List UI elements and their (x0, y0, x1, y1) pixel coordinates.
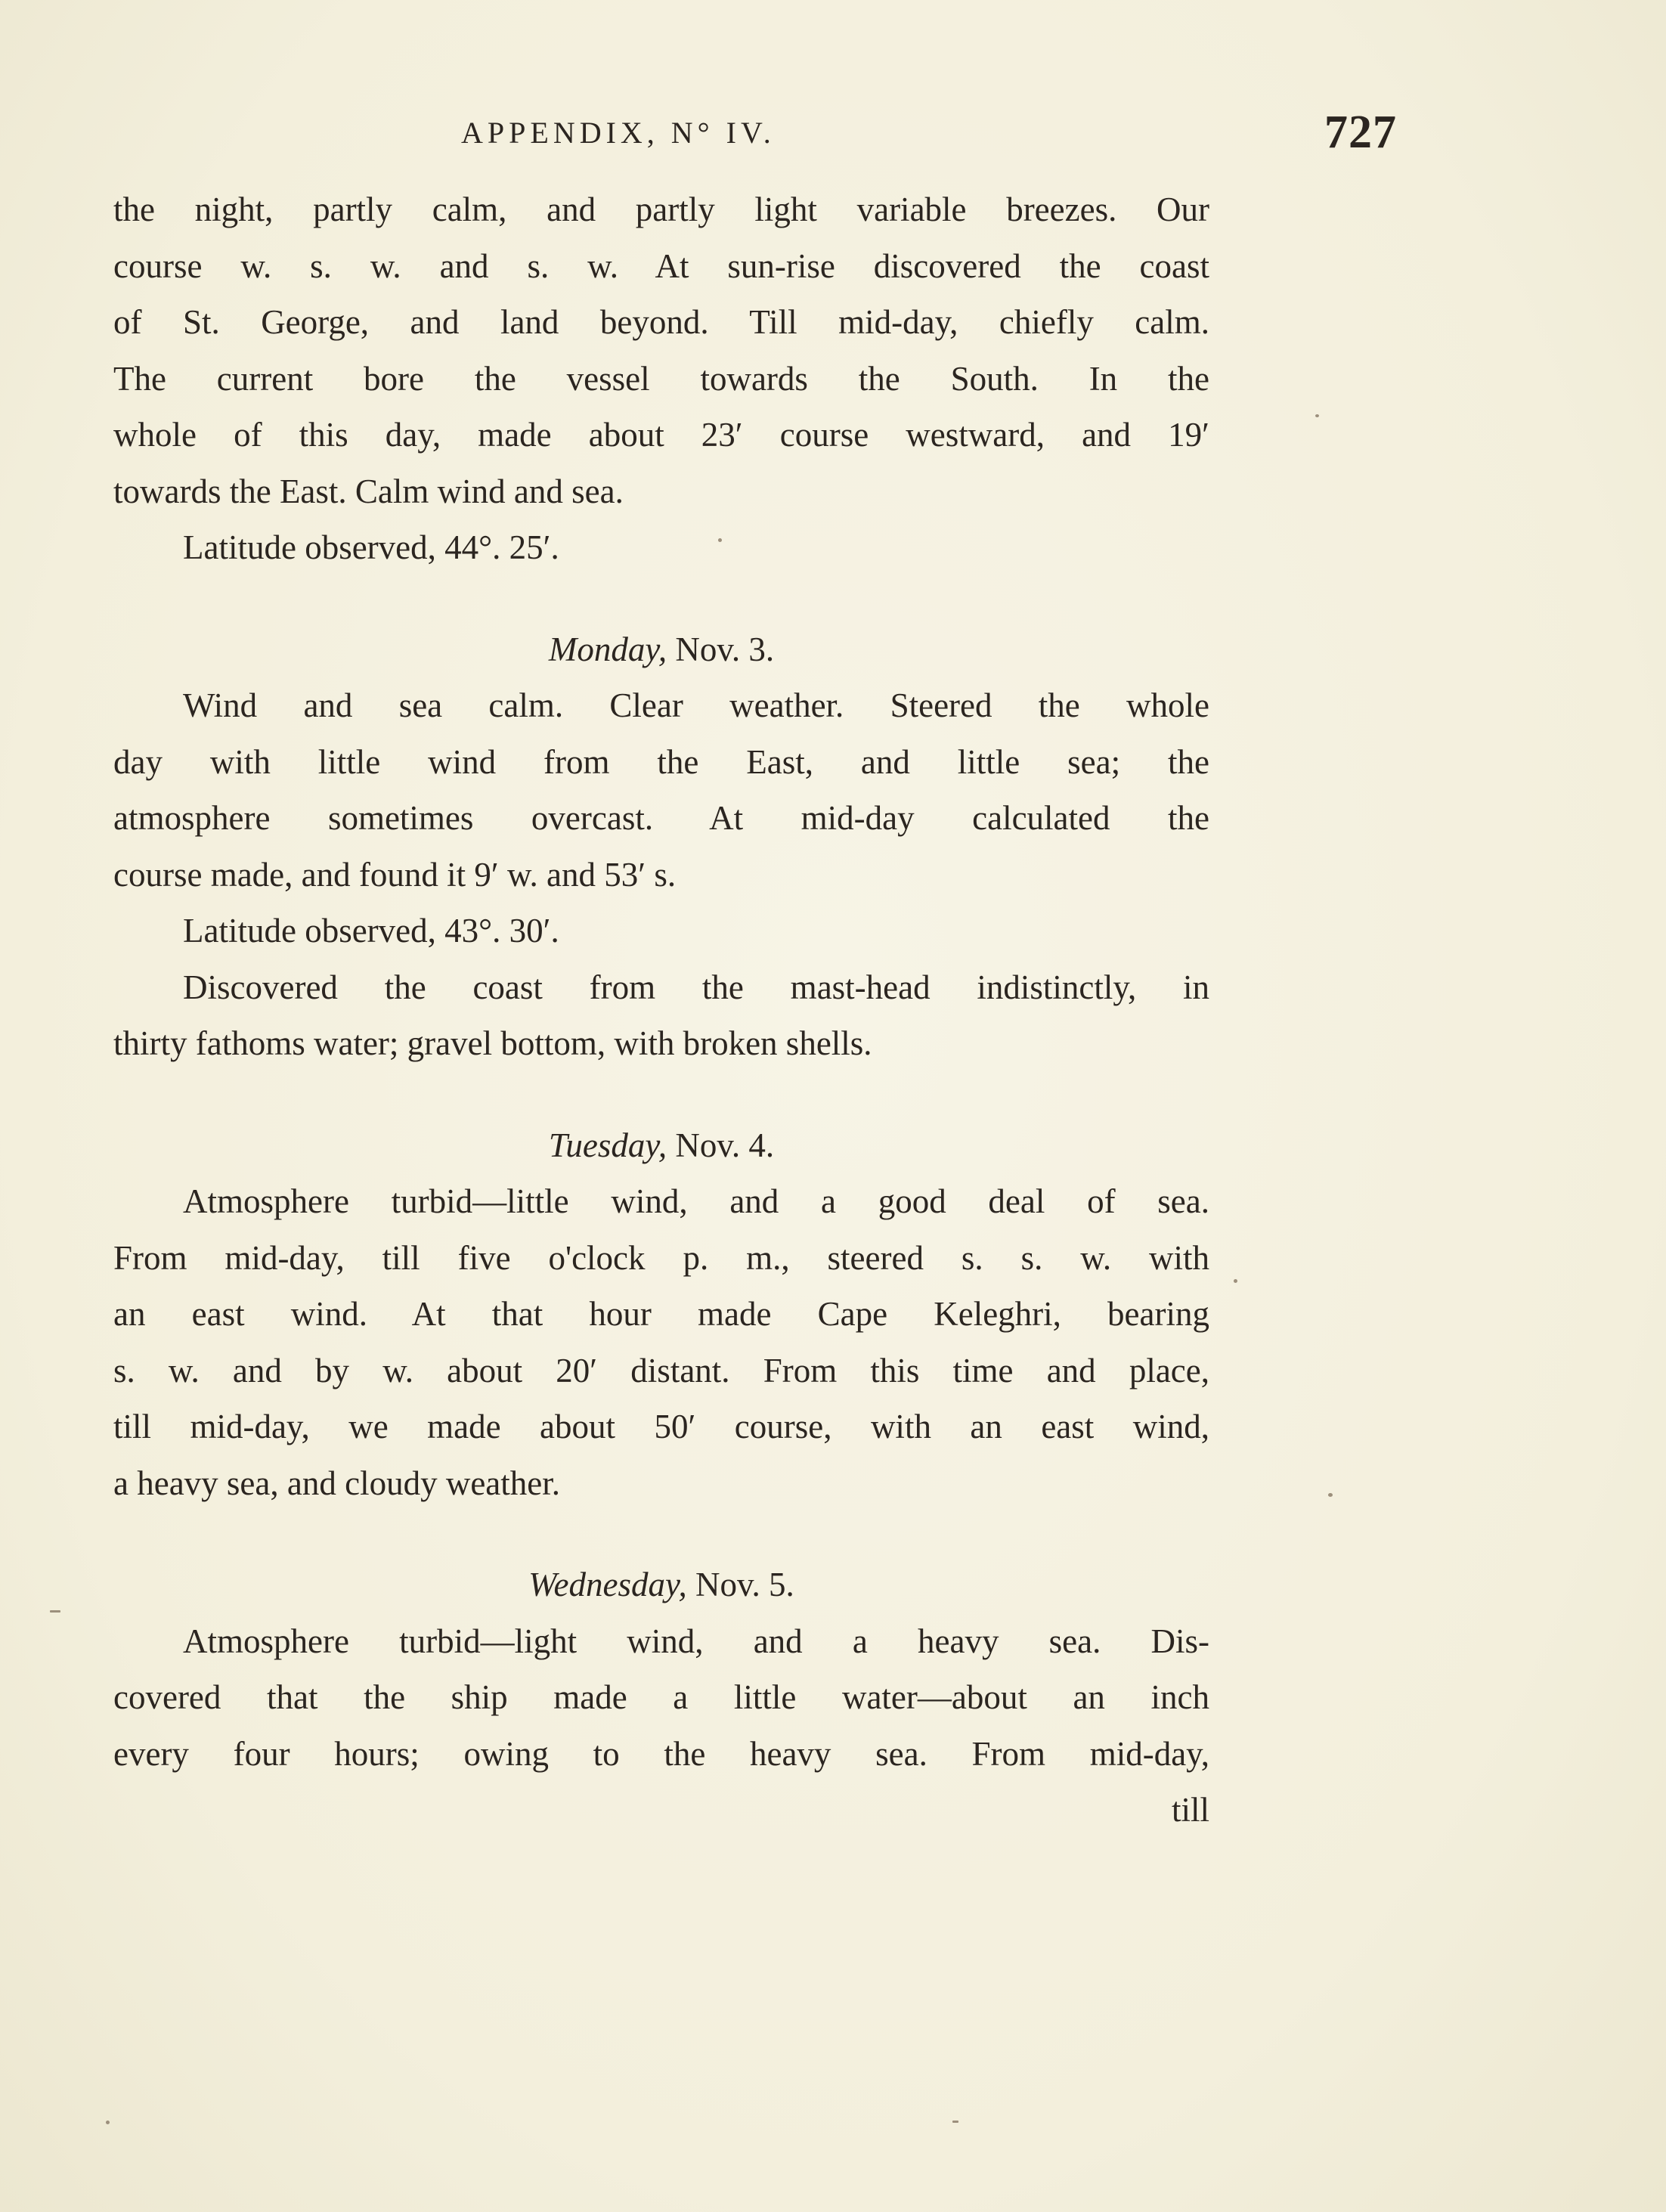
text-line: till mid-day, we made about 50′ course, with an east wind, (113, 1408, 1209, 1445)
text-line: of St. George, and land beyond. Till mid-day, chiefly calm. (113, 303, 1209, 341)
text-line: atmosphere sometimes overcast. At mid-day calculated the (113, 799, 1209, 837)
paper-speck (1328, 1493, 1333, 1497)
paragraph-7 (113, 1613, 1209, 1839)
paper-speck (50, 1610, 60, 1613)
text-line: whole of this day, made about 23′ course westward, and 19′ (113, 416, 1209, 454)
text-line: day with little wind from the East, and little sea; the (113, 742, 1209, 781)
text-line: Latitude observed, 44°. 25′. (183, 528, 559, 566)
text-line: Latitude observed, 43°. 30′. (183, 912, 559, 950)
heading-day: Tuesday, (548, 1126, 667, 1164)
paragraph-2 (113, 519, 1209, 576)
page-number: 727 (1324, 107, 1397, 158)
paper-speck (718, 538, 722, 542)
text-line: course made, and found it 9′ w. and 53′ s. (113, 855, 677, 894)
entry-heading-monday (113, 621, 1209, 678)
entry-heading-wednesday (113, 1557, 1209, 1613)
paper-speck (1234, 1279, 1237, 1283)
paper-speck (1315, 414, 1319, 417)
paragraph-1 (113, 181, 1209, 519)
text-line: covered that the ship made a little water—about an inch (113, 1678, 1209, 1716)
paragraph-3 (113, 677, 1209, 903)
text-line: Discovered the coast from the mast-head indistinctly, in (183, 968, 1209, 1006)
page-header (113, 106, 1397, 166)
entry-heading-tuesday (113, 1117, 1209, 1174)
text-line: The current bore the vessel towards the South. In the (113, 359, 1209, 398)
heading-date: Nov. 5. (695, 1566, 794, 1603)
heading-date: Nov. 3. (675, 630, 775, 668)
heading-day: Monday, (548, 630, 667, 668)
text-line: an east wind. At that hour made Cape Keleghri, bearing (113, 1295, 1209, 1333)
running-head: APPENDIX, N° IV. (461, 116, 776, 150)
paper-speck (106, 2121, 110, 2124)
text-line: From mid-day, till five o'clock p. m., steered s. s. w. with (113, 1238, 1209, 1277)
text-line: Atmosphere turbid—light wind, and a heavy sea. Dis- (183, 1622, 1209, 1660)
text-line: course w. s. w. and s. w. At sun-rise discovered the coast (113, 246, 1209, 285)
text-line: the night, partly calm, and partly light variable breezes. Our (113, 191, 1209, 228)
heading-day: Wednesday, (528, 1566, 687, 1603)
catchword: till (1171, 1791, 1209, 1829)
text-line: Wind and sea calm. Clear weather. Steered the whole (183, 686, 1209, 724)
paragraph-6 (113, 1173, 1209, 1511)
text-line: Atmosphere turbid—little wind, and a good deal of sea. (183, 1182, 1209, 1220)
heading-date: Nov. 4. (675, 1126, 775, 1164)
text-line: thirty fathoms water; gravel bottom, with broken shells. (113, 1024, 872, 1062)
paragraph-4 (113, 903, 1209, 959)
paragraph-5 (113, 959, 1209, 1072)
text-line: s. w. and by w. about 20′ distant. From this time and place, (113, 1351, 1209, 1389)
text-line: towards the East. Calm wind and sea. (113, 472, 624, 510)
text-line: a heavy sea, and cloudy weather. (113, 1464, 560, 1502)
paper-speck (952, 2121, 958, 2123)
text-line: every four hours; owing to the heavy sea. From mid-day, (113, 1734, 1209, 1773)
body-text (113, 181, 1209, 1839)
